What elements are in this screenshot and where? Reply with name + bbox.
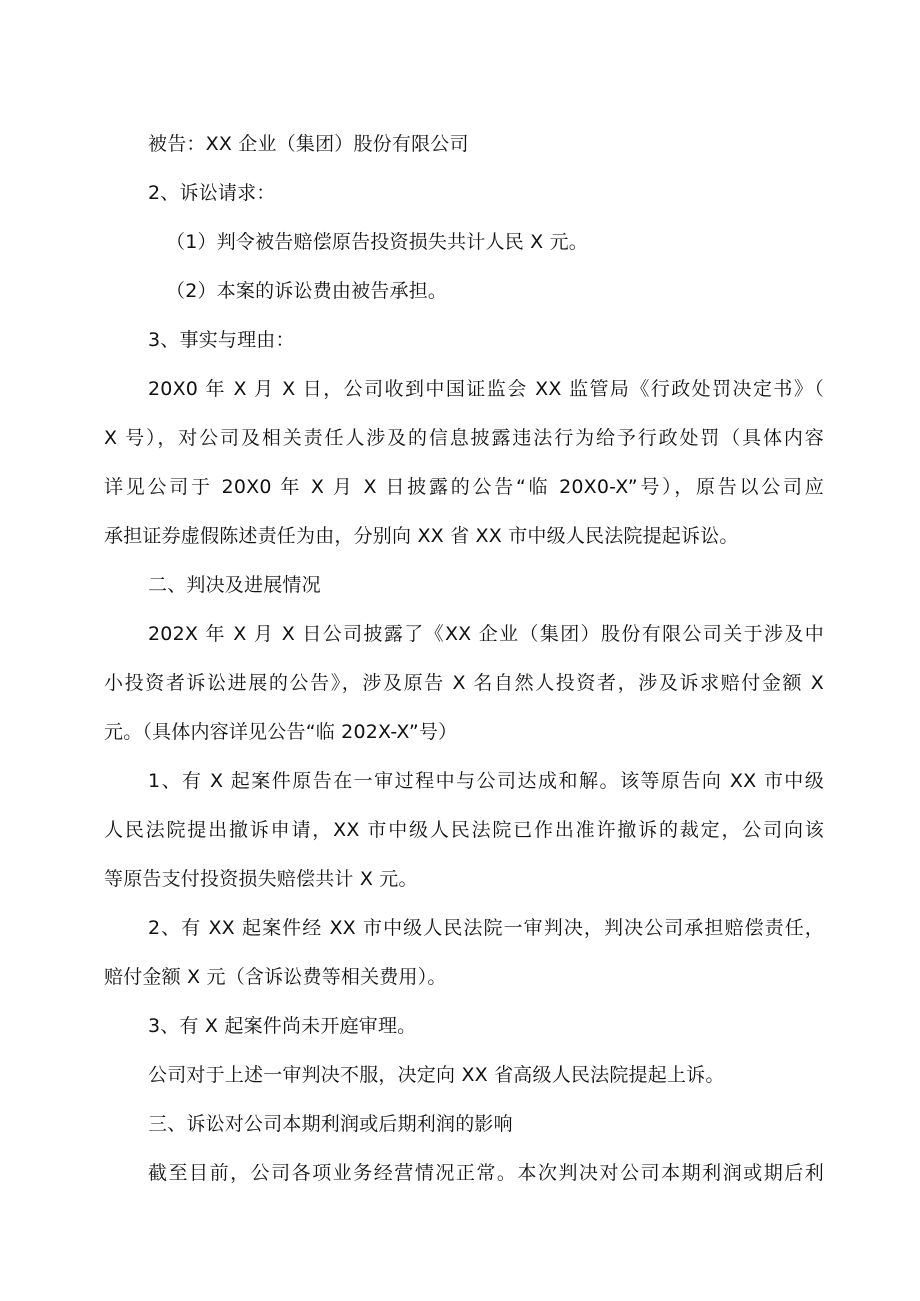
claim-1: （1）判令被告赔偿原告投资损失共计人民 X 元。: [166, 231, 588, 253]
paragraph-line: 详见公司于 20X0 年 X 月 X 日披露的公告“临 20X0-X”号），原告以公司应: [104, 476, 824, 498]
paragraph-line: 1、有 X 起案件原告在一审过程中与公司达成和解。该等原告向 XX 市中级: [148, 770, 824, 792]
paragraph-line: 2、有 XX 起案件经 XX 市中级人民法院一审判决，判决公司承担赔偿责任，: [148, 917, 824, 939]
paragraph-line: X 号），对公司及相关责任人涉及的信息披露违法行为给予行政处罚（具体内容: [104, 427, 824, 449]
item-3-line: 3、有 X 起案件尚未开庭审理。: [148, 1015, 417, 1037]
paragraph-line: 截至目前，公司各项业务经营情况正常。本次判决对公司本期利润或期后利: [148, 1162, 824, 1184]
section-3-heading: 三、诉讼对公司本期利润或后期利润的影响: [148, 1113, 513, 1135]
appeal-line: 公司对于上述一审判决不服，决定向 XX 省高级人民法院提起上诉。: [148, 1064, 725, 1086]
paragraph-line: 人民法院提出撤诉申请，XX 市中级人民法院已作出准许撤诉的裁定，公司向该: [104, 819, 824, 841]
paragraph-line: 承担证券虚假陈述责任为由，分别向 XX 省 XX 市中级人民法院提起诉讼。: [104, 525, 739, 547]
paragraph-line: 小投资者诉讼进展的公告》，涉及原告 X 名自然人投资者，涉及诉求赔付金额 X: [104, 672, 824, 694]
paragraph-line: 等原告支付投资损失赔偿共计 X 元。: [104, 868, 418, 890]
paragraph-line: 赔付金额 X 元（含诉讼费等相关费用）。: [104, 966, 447, 988]
paragraph-line: 202X 年 X 月 X 日公司披露了《XX 企业（集团）股份有限公司关于涉及中: [148, 623, 824, 645]
claim-2: （2）本案的诉讼费由被告承担。: [166, 280, 448, 302]
section-2-heading: 二、判决及进展情况: [148, 574, 321, 596]
facts-heading: 3、事实与理由：: [148, 329, 295, 351]
paragraph-line: 20X0 年 X 月 X 日，公司收到中国证监会 XX 监管局《行政处罚决定书》（: [148, 378, 824, 400]
paragraph-line: 元。（具体内容详见公告“临 202X-X”号）: [104, 721, 458, 743]
claims-heading: 2、诉讼请求：: [148, 182, 276, 204]
defendant-line: 被告：XX 企业（集团）股份有限公司: [148, 133, 469, 155]
